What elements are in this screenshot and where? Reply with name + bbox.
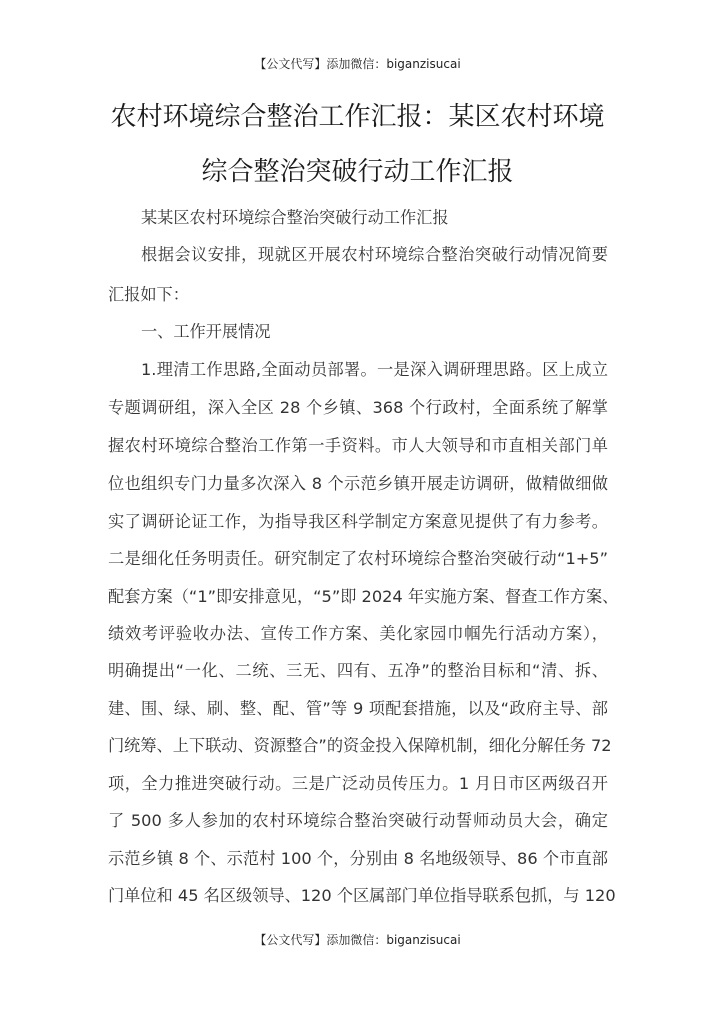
paragraph-line: 明确提出“一化、二统、三无、四有、五净”的整治目标和“清、拆、: [108, 661, 608, 680]
paragraph-line: 项，全力推进突破行动。三是广泛动员传压力。1 月日市区两级召开: [108, 774, 608, 793]
section-heading: 一、工作开展情况: [141, 322, 271, 341]
paragraph-line: 实了调研论证工作，为指导我区科学制定方案意见提供了有力参考。: [108, 512, 608, 531]
paragraph-line: 二是细化任务明责任。研究制定了农村环境综合整治突破行动“1+5”: [108, 549, 608, 568]
document-title-line-2: 综合整治突破行动工作汇报: [201, 157, 514, 187]
paragraph-line: 了 500 多人参加的农村环境综合整治突破行动誓师动员大会，确定: [108, 811, 608, 830]
paragraph-line: 1.理清工作思路,全面动员部署。一是深入调研理思路。区上成立: [141, 360, 608, 379]
paragraph-line: 门单位和 45 名区级领导、120 个区属部门单位指导联系包抓，与 120: [108, 886, 616, 905]
paragraph-line: 门统筹、上下联动、资源整合”的资金投入保障机制，细化分解任务 72: [108, 736, 612, 755]
subtitle-line: 某某区农村环境综合整治突破行动工作汇报: [141, 208, 449, 227]
paragraph-line: 根据会议安排，现就区开展农村环境综合整治突破行动情况简要: [141, 245, 608, 264]
paragraph-line: 专题调研组，深入全区 28 个乡镇、368 个行政村，全面系统了解掌: [108, 398, 608, 417]
paragraph-line: 汇报如下：: [108, 285, 189, 304]
paragraph-line: 配套方案（“1”即安排意见，“5”即 2024 年实施方案、督查工作方案、: [108, 587, 619, 606]
paragraph-line: 建、围、绿、刷、整、配、管”等 9 项配套措施，以及“政府主导、部: [108, 699, 608, 718]
paragraph-line: 绩效考评验收办法、宣传工作方案、美化家园巾帼先行活动方案），: [108, 624, 608, 643]
paragraph-line: 位也组织专门力量多次深入 8 个示范乡镇开展走访调研，做精做细做: [108, 474, 608, 493]
page-footer-watermark: 【公文代写】添加微信：biganzisucai: [254, 933, 461, 947]
paragraph-line: 握农村环境综合整治工作第一手资料。市人大领导和市直相关部门单: [108, 436, 608, 455]
document-title-line-1: 农村环境综合整治工作汇报：某区农村环境: [110, 102, 605, 132]
page-header-watermark: 【公文代写】添加微信：biganzisucai: [254, 57, 461, 71]
paragraph-line: 示范乡镇 8 个、示范村 100 个，分别由 8 名地级领导、86 个市直部: [108, 849, 608, 868]
